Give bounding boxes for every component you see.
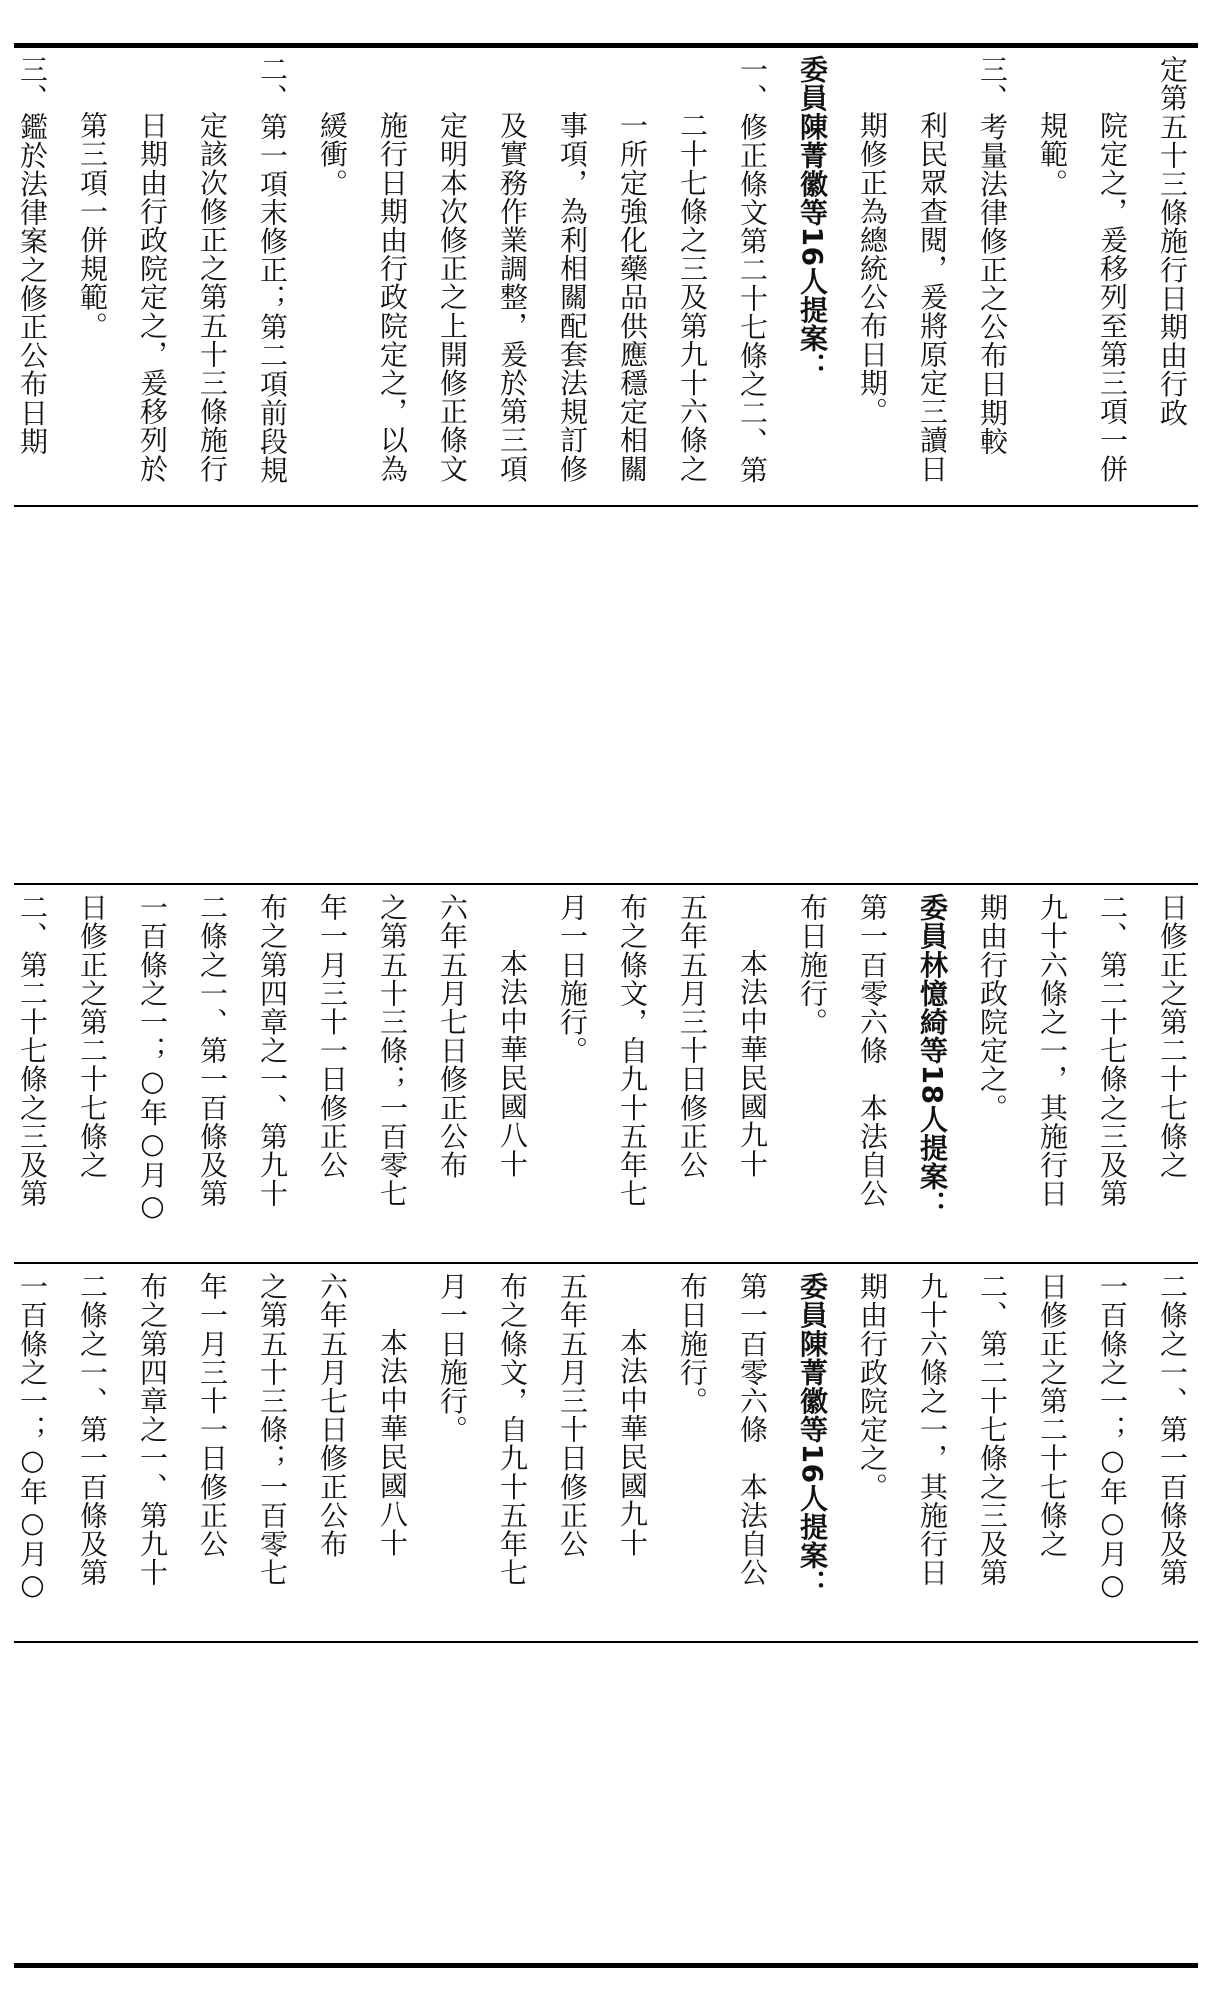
rule-between-middle-lower — [14, 1262, 1198, 1264]
text-column: 院定之，爰移列至第三項一併 — [1096, 111, 1129, 483]
text-column: 定第五十三條施行日期由行政 — [1156, 55, 1189, 427]
rule-below-lower-section — [14, 1641, 1198, 1643]
text-column: 一、修正條文第二十七條之二、第 — [736, 55, 769, 484]
text-column: 本法中華民國九十 — [616, 1328, 649, 1557]
text-column: 期由行政院定之。 — [976, 893, 1009, 1122]
text-column: 第一百零六條 本法自公 — [856, 893, 889, 1208]
text-column: 九十六條之一，其施行日 — [1036, 893, 1069, 1208]
text-column: 施行日期由行政院定之，以為 — [376, 111, 409, 483]
text-column: 布之條文，自九十五年七 — [616, 893, 649, 1208]
text-column: 本法中華民國八十 — [376, 1328, 409, 1557]
text-column: 六年五月七日修正公布 — [316, 1272, 349, 1558]
text-column: 利民眾查閱，爰將原定三讀日 — [916, 111, 949, 483]
text-column: 日修正之第二十七條之 — [76, 893, 109, 1179]
text-column: 二條之一、第一百條及第 — [196, 893, 229, 1208]
lower-section — [16, 1272, 1192, 1636]
text-column: 二十七條之三及第九十六條之 — [676, 111, 709, 483]
middle-section — [16, 893, 1192, 1257]
text-column: 定明本次修正之上開修正條文 — [436, 111, 469, 483]
text-column: 本法中華民國九十 — [736, 949, 769, 1178]
proposal-heading: 委員陳菁徽等16人提案： — [796, 55, 829, 382]
text-column: 年一月三十一日修正公 — [316, 893, 349, 1179]
text-column: 布之第四章之一、第九十 — [256, 893, 289, 1208]
text-column: 事項，為利相關配套法規訂修 — [556, 111, 589, 483]
text-column: 期由行政院定之。 — [856, 1272, 889, 1501]
text-column: 三、鑑於法律案之修正公布日期 — [16, 55, 49, 456]
text-column: 二、第二十七條之三及第 — [1096, 893, 1129, 1208]
text-column: 六年五月七日修正公布 — [436, 893, 469, 1179]
top-rule — [14, 43, 1198, 48]
text-column: 月一日施行。 — [436, 1272, 469, 1444]
text-column: 之第五十三條；一百零七 — [256, 1272, 289, 1587]
text-column: 之第五十三條；一百零七 — [376, 893, 409, 1208]
text-column: 布日施行。 — [676, 1272, 709, 1415]
text-column: 五年五月三十日修正公 — [676, 893, 709, 1179]
proposal-heading: 委員林憶綺等18人提案： — [916, 893, 949, 1220]
text-column: 二條之一、第一百條及第 — [1156, 1272, 1189, 1587]
text-column: 布之條文，自九十五年七 — [496, 1272, 529, 1587]
rule-above-middle-section — [14, 883, 1198, 885]
text-column: 二、第一項末修正；第二項前段規 — [256, 55, 289, 484]
text-column: 布日施行。 — [796, 893, 829, 1036]
text-column: 規範。 — [1036, 111, 1069, 197]
text-column: 期修正為總統公布日期。 — [856, 111, 889, 426]
text-column: 日修正之第二十七條之 — [1036, 1272, 1069, 1558]
text-column: 布之第四章之一、第九十 — [136, 1272, 169, 1587]
text-column: 年一月三十一日修正公 — [196, 1272, 229, 1558]
text-column: 日期由行政院定之，爰移列於 — [136, 111, 169, 483]
text-column: 二、第二十七條之三及第 — [976, 1272, 1009, 1587]
text-column: 三、考量法律修正之公布日期較 — [976, 55, 1009, 456]
text-column: 一百條之一；○年○月○ — [1096, 1272, 1129, 1602]
text-column: 五年五月三十日修正公 — [556, 1272, 589, 1558]
text-column: 九十六條之一，其施行日 — [916, 1272, 949, 1587]
text-column: 緩衝。 — [316, 111, 349, 197]
text-column: 第三項一併規範。 — [76, 111, 109, 340]
text-column: 二條之一、第一百條及第 — [76, 1272, 109, 1587]
proposal-heading: 委員陳菁徽等16人提案： — [796, 1272, 829, 1599]
rule-below-top-section — [14, 505, 1198, 507]
text-column: 二、第二十七條之三及第 — [16, 893, 49, 1208]
bottom-rule — [14, 1963, 1198, 1968]
text-column: 及實務作業調整，爰於第三項 — [496, 111, 529, 483]
text-column: 一百條之一；○年○月○ — [136, 893, 169, 1223]
text-column: 一百條之一；○年○月○ — [16, 1272, 49, 1602]
text-column: 月一日施行。 — [556, 893, 589, 1065]
text-column: 定該次修正之第五十三條施行 — [196, 111, 229, 483]
top-section — [16, 55, 1192, 500]
text-column: 日修正之第二十七條之 — [1156, 893, 1189, 1179]
text-column: 一所定強化藥品供應穩定相關 — [616, 111, 649, 483]
text-column: 第一百零六條 本法自公 — [736, 1272, 769, 1587]
text-column: 本法中華民國八十 — [496, 949, 529, 1178]
